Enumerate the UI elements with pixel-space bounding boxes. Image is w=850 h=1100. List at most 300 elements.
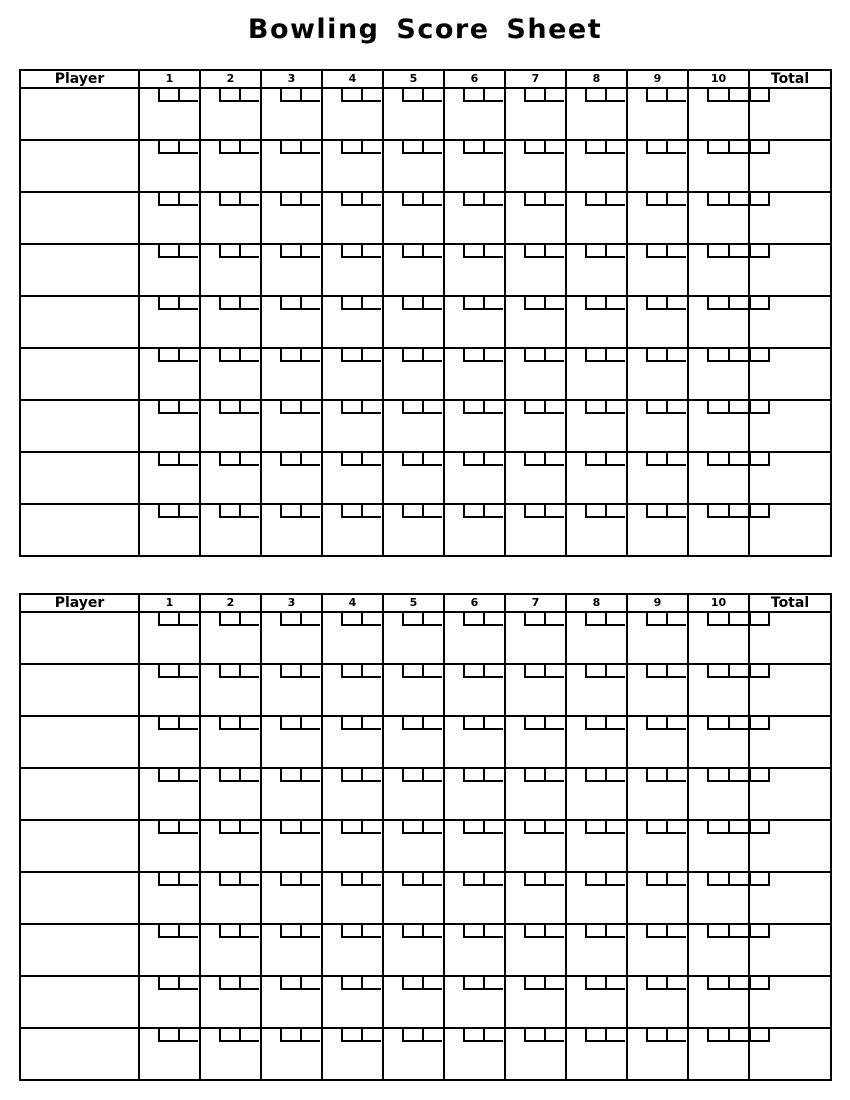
ball-score-box[interactable] [646, 821, 666, 834]
ball-score-box[interactable] [544, 665, 564, 678]
ball-score-box[interactable] [605, 505, 625, 518]
ball-score-box[interactable] [239, 349, 259, 362]
ball-score-box[interactable] [544, 873, 564, 886]
frame-cell[interactable] [627, 664, 688, 716]
ball-score-box[interactable] [239, 141, 259, 154]
ball-score-box[interactable] [646, 141, 666, 154]
ball-score-box[interactable] [524, 89, 544, 102]
frame-cell[interactable] [688, 88, 749, 140]
ball-score-box[interactable] [463, 349, 483, 362]
ball-score-box[interactable] [300, 769, 320, 782]
player-name-field[interactable] [20, 664, 139, 716]
frame-cell[interactable] [139, 504, 200, 556]
ball-score-box[interactable] [422, 717, 442, 730]
ball-score-box[interactable] [605, 665, 625, 678]
frame-cell[interactable] [322, 88, 383, 140]
frame-cell[interactable] [627, 400, 688, 452]
ball-score-box[interactable] [158, 349, 178, 362]
ball-score-box[interactable] [178, 821, 198, 834]
frame-cell[interactable] [566, 296, 627, 348]
total-field[interactable] [749, 976, 831, 1028]
frame-cell[interactable] [383, 664, 444, 716]
player-name-field[interactable] [20, 244, 139, 296]
ball-score-box[interactable] [585, 89, 605, 102]
ball-score-box[interactable] [402, 925, 422, 938]
ball-score-box[interactable] [219, 141, 239, 154]
ball-score-box[interactable] [524, 925, 544, 938]
ball-score-box[interactable] [219, 505, 239, 518]
frame-cell[interactable] [444, 716, 505, 768]
frame-cell[interactable] [566, 400, 627, 452]
frame-cell[interactable] [505, 716, 566, 768]
ball-score-box[interactable] [728, 401, 749, 414]
frame-cell[interactable] [688, 348, 749, 400]
ball-score-box[interactable] [707, 401, 728, 414]
ball-score-box[interactable] [605, 89, 625, 102]
ball-score-box[interactable] [646, 977, 666, 990]
ball-score-box[interactable] [585, 717, 605, 730]
ball-score-box[interactable] [219, 245, 239, 258]
frame-cell[interactable] [688, 192, 749, 244]
frame-cell[interactable] [444, 296, 505, 348]
ball-score-box[interactable] [483, 925, 503, 938]
frame-cell[interactable] [627, 924, 688, 976]
ball-score-box[interactable] [402, 977, 422, 990]
frame-cell[interactable] [505, 768, 566, 820]
ball-score-box[interactable] [728, 193, 749, 206]
frame-cell[interactable] [627, 296, 688, 348]
frame-cell[interactable] [505, 664, 566, 716]
ball-score-box[interactable] [524, 453, 544, 466]
ball-score-box[interactable] [158, 297, 178, 310]
frame-cell[interactable] [261, 400, 322, 452]
total-field[interactable] [749, 612, 831, 664]
ball-score-box[interactable] [585, 297, 605, 310]
frame-cell[interactable] [444, 976, 505, 1028]
ball-score-box[interactable] [402, 613, 422, 626]
total-field[interactable] [749, 88, 831, 140]
ball-score-box[interactable] [219, 1029, 239, 1042]
frame-cell[interactable] [322, 664, 383, 716]
ball-score-box[interactable] [483, 665, 503, 678]
ball-score-box[interactable] [361, 1029, 381, 1042]
ball-score-box[interactable] [341, 1029, 361, 1042]
frame-cell[interactable] [322, 716, 383, 768]
total-field[interactable] [749, 244, 831, 296]
ball-score-box[interactable] [728, 717, 749, 730]
ball-score-box[interactable] [239, 297, 259, 310]
frame-cell[interactable] [505, 140, 566, 192]
ball-score-box[interactable] [707, 141, 728, 154]
frame-cell[interactable] [200, 400, 261, 452]
frame-cell[interactable] [139, 924, 200, 976]
frame-cell[interactable] [566, 612, 627, 664]
frame-cell[interactable] [505, 244, 566, 296]
ball-score-box[interactable] [524, 665, 544, 678]
ball-score-box[interactable] [219, 193, 239, 206]
ball-score-box[interactable] [219, 349, 239, 362]
ball-score-box[interactable] [463, 925, 483, 938]
frame-cell[interactable] [322, 452, 383, 504]
frame-cell[interactable] [444, 612, 505, 664]
frame-cell[interactable] [200, 504, 261, 556]
frame-cell[interactable] [139, 872, 200, 924]
ball-score-box[interactable] [402, 349, 422, 362]
ball-score-box[interactable] [239, 717, 259, 730]
ball-score-box[interactable] [422, 613, 442, 626]
player-name-field[interactable] [20, 192, 139, 244]
ball-score-box[interactable] [422, 453, 442, 466]
frame-cell[interactable] [200, 140, 261, 192]
player-name-field[interactable] [20, 612, 139, 664]
frame-cell[interactable] [566, 664, 627, 716]
frame-cell[interactable] [261, 1028, 322, 1080]
ball-score-box[interactable] [280, 665, 300, 678]
ball-score-box[interactable] [728, 925, 749, 938]
frame-cell[interactable] [505, 348, 566, 400]
ball-score-box[interactable] [524, 717, 544, 730]
frame-cell[interactable] [444, 1028, 505, 1080]
ball-score-box[interactable] [280, 297, 300, 310]
player-name-field[interactable] [20, 820, 139, 872]
ball-score-box[interactable] [707, 349, 728, 362]
total-field[interactable] [749, 872, 831, 924]
ball-score-box[interactable] [300, 193, 320, 206]
ball-score-box[interactable] [646, 193, 666, 206]
ball-score-box[interactable] [666, 453, 686, 466]
ball-score-box[interactable] [524, 297, 544, 310]
ball-score-box[interactable] [280, 505, 300, 518]
ball-score-box[interactable] [728, 141, 749, 154]
frame-cell[interactable] [566, 192, 627, 244]
frame-cell[interactable] [261, 244, 322, 296]
ball-score-box[interactable] [666, 821, 686, 834]
ball-score-box[interactable] [524, 821, 544, 834]
ball-score-box[interactable] [544, 977, 564, 990]
total-field[interactable] [749, 716, 831, 768]
ball-score-box[interactable] [361, 717, 381, 730]
ball-score-box[interactable] [728, 977, 749, 990]
ball-score-box[interactable] [280, 89, 300, 102]
ball-score-box[interactable] [483, 873, 503, 886]
ball-score-box[interactable] [422, 1029, 442, 1042]
ball-score-box[interactable] [646, 717, 666, 730]
ball-score-box[interactable] [361, 401, 381, 414]
frame-cell[interactable] [566, 820, 627, 872]
frame-cell[interactable] [566, 716, 627, 768]
frame-cell[interactable] [566, 140, 627, 192]
ball-score-box[interactable] [219, 297, 239, 310]
ball-score-box[interactable] [707, 245, 728, 258]
ball-score-box[interactable] [178, 505, 198, 518]
frame-cell[interactable] [505, 296, 566, 348]
ball-score-box[interactable] [585, 141, 605, 154]
frame-cell[interactable] [139, 1028, 200, 1080]
ball-score-box[interactable] [646, 245, 666, 258]
ball-score-box[interactable] [300, 613, 320, 626]
ball-score-box[interactable] [341, 245, 361, 258]
ball-score-box[interactable] [300, 665, 320, 678]
ball-score-box[interactable] [300, 141, 320, 154]
ball-score-box[interactable] [483, 769, 503, 782]
player-name-field[interactable] [20, 768, 139, 820]
ball-score-box[interactable] [361, 193, 381, 206]
frame-cell[interactable] [383, 1028, 444, 1080]
frame-cell[interactable] [566, 976, 627, 1028]
frame-cell[interactable] [383, 400, 444, 452]
ball-score-box[interactable] [646, 349, 666, 362]
ball-score-box[interactable] [361, 613, 381, 626]
ball-score-box[interactable] [605, 717, 625, 730]
ball-score-box[interactable] [422, 873, 442, 886]
frame-cell[interactable] [566, 88, 627, 140]
ball-score-box[interactable] [219, 821, 239, 834]
frame-cell[interactable] [383, 348, 444, 400]
ball-score-box[interactable] [280, 873, 300, 886]
frame-cell[interactable] [627, 872, 688, 924]
ball-score-box[interactable] [402, 453, 422, 466]
total-field[interactable] [749, 664, 831, 716]
ball-score-box[interactable] [300, 873, 320, 886]
frame-cell[interactable] [322, 872, 383, 924]
player-name-field[interactable] [20, 140, 139, 192]
frame-cell[interactable] [566, 872, 627, 924]
player-name-field[interactable] [20, 88, 139, 140]
frame-cell[interactable] [383, 768, 444, 820]
ball-score-box[interactable] [402, 245, 422, 258]
ball-score-box[interactable] [341, 401, 361, 414]
frame-cell[interactable] [688, 1028, 749, 1080]
ball-score-box[interactable] [707, 821, 728, 834]
ball-score-box[interactable] [585, 1029, 605, 1042]
ball-score-box[interactable] [666, 873, 686, 886]
ball-score-box[interactable] [483, 821, 503, 834]
ball-score-box[interactable] [239, 873, 259, 886]
ball-score-box[interactable] [728, 297, 749, 310]
ball-score-box[interactable] [422, 977, 442, 990]
ball-score-box[interactable] [280, 925, 300, 938]
frame-cell[interactable] [444, 504, 505, 556]
frame-cell[interactable] [444, 820, 505, 872]
ball-score-box[interactable] [422, 141, 442, 154]
frame-cell[interactable] [322, 296, 383, 348]
ball-score-box[interactable] [361, 925, 381, 938]
ball-score-box[interactable] [728, 665, 749, 678]
ball-score-box[interactable] [422, 297, 442, 310]
ball-score-box[interactable] [219, 401, 239, 414]
ball-score-box[interactable] [524, 193, 544, 206]
frame-cell[interactable] [322, 1028, 383, 1080]
frame-cell[interactable] [688, 612, 749, 664]
ball-score-box[interactable] [483, 141, 503, 154]
ball-score-box[interactable] [707, 1029, 728, 1042]
frame-cell[interactable] [261, 872, 322, 924]
ball-score-box[interactable] [544, 245, 564, 258]
frame-cell[interactable] [200, 296, 261, 348]
frame-cell[interactable] [505, 192, 566, 244]
frame-cell[interactable] [139, 664, 200, 716]
frame-cell[interactable] [139, 612, 200, 664]
frame-cell[interactable] [200, 924, 261, 976]
ball-score-box[interactable] [300, 717, 320, 730]
frame-cell[interactable] [444, 872, 505, 924]
ball-score-box[interactable] [585, 245, 605, 258]
frame-cell[interactable] [200, 768, 261, 820]
ball-score-box[interactable] [544, 401, 564, 414]
ball-score-box[interactable] [728, 505, 749, 518]
ball-score-box[interactable] [524, 141, 544, 154]
player-name-field[interactable] [20, 924, 139, 976]
ball-score-box[interactable] [483, 245, 503, 258]
ball-score-box[interactable] [422, 925, 442, 938]
ball-score-box[interactable] [280, 769, 300, 782]
ball-score-box[interactable] [178, 717, 198, 730]
frame-cell[interactable] [627, 976, 688, 1028]
ball-score-box[interactable] [300, 925, 320, 938]
frame-cell[interactable] [383, 612, 444, 664]
ball-score-box[interactable] [585, 977, 605, 990]
frame-cell[interactable] [688, 872, 749, 924]
ball-score-box[interactable] [178, 769, 198, 782]
frame-cell[interactable] [200, 612, 261, 664]
ball-score-box[interactable] [646, 925, 666, 938]
ball-score-box[interactable] [402, 401, 422, 414]
frame-cell[interactable] [505, 452, 566, 504]
ball-score-box[interactable] [219, 977, 239, 990]
ball-score-box[interactable] [158, 401, 178, 414]
ball-score-box[interactable] [158, 717, 178, 730]
frame-cell[interactable] [383, 244, 444, 296]
ball-score-box[interactable] [483, 1029, 503, 1042]
frame-cell[interactable] [200, 716, 261, 768]
ball-score-box[interactable] [280, 977, 300, 990]
ball-score-box[interactable] [280, 821, 300, 834]
ball-score-box[interactable] [178, 873, 198, 886]
ball-score-box[interactable] [300, 297, 320, 310]
ball-score-box[interactable] [646, 769, 666, 782]
ball-score-box[interactable] [605, 613, 625, 626]
ball-score-box[interactable] [463, 1029, 483, 1042]
player-name-field[interactable] [20, 716, 139, 768]
frame-cell[interactable] [505, 612, 566, 664]
ball-score-box[interactable] [178, 297, 198, 310]
frame-cell[interactable] [322, 612, 383, 664]
frame-cell[interactable] [444, 400, 505, 452]
ball-score-box[interactable] [585, 401, 605, 414]
ball-score-box[interactable] [646, 297, 666, 310]
ball-score-box[interactable] [666, 505, 686, 518]
ball-score-box[interactable] [239, 769, 259, 782]
ball-score-box[interactable] [178, 977, 198, 990]
frame-cell[interactable] [566, 348, 627, 400]
ball-score-box[interactable] [463, 613, 483, 626]
ball-score-box[interactable] [585, 873, 605, 886]
ball-score-box[interactable] [483, 193, 503, 206]
ball-score-box[interactable] [585, 925, 605, 938]
frame-cell[interactable] [566, 924, 627, 976]
ball-score-box[interactable] [585, 505, 605, 518]
frame-cell[interactable] [322, 924, 383, 976]
ball-score-box[interactable] [158, 769, 178, 782]
ball-score-box[interactable] [300, 245, 320, 258]
ball-score-box[interactable] [666, 925, 686, 938]
ball-score-box[interactable] [219, 89, 239, 102]
ball-score-box[interactable] [646, 453, 666, 466]
ball-score-box[interactable] [341, 769, 361, 782]
frame-cell[interactable] [688, 820, 749, 872]
frame-cell[interactable] [383, 88, 444, 140]
ball-score-box[interactable] [178, 141, 198, 154]
total-field[interactable] [749, 348, 831, 400]
ball-score-box[interactable] [544, 1029, 564, 1042]
ball-score-box[interactable] [361, 977, 381, 990]
frame-cell[interactable] [200, 192, 261, 244]
player-name-field[interactable] [20, 504, 139, 556]
frame-cell[interactable] [444, 924, 505, 976]
frame-cell[interactable] [444, 192, 505, 244]
ball-score-box[interactable] [524, 977, 544, 990]
ball-score-box[interactable] [361, 245, 381, 258]
ball-score-box[interactable] [178, 925, 198, 938]
ball-score-box[interactable] [402, 89, 422, 102]
ball-score-box[interactable] [239, 453, 259, 466]
ball-score-box[interactable] [666, 193, 686, 206]
ball-score-box[interactable] [158, 977, 178, 990]
ball-score-box[interactable] [585, 453, 605, 466]
frame-cell[interactable] [383, 872, 444, 924]
frame-cell[interactable] [627, 452, 688, 504]
total-field[interactable] [749, 192, 831, 244]
frame-cell[interactable] [200, 88, 261, 140]
frame-cell[interactable] [139, 348, 200, 400]
ball-score-box[interactable] [483, 453, 503, 466]
ball-score-box[interactable] [463, 89, 483, 102]
ball-score-box[interactable] [585, 193, 605, 206]
frame-cell[interactable] [627, 244, 688, 296]
ball-score-box[interactable] [544, 349, 564, 362]
frame-cell[interactable] [627, 820, 688, 872]
ball-score-box[interactable] [605, 245, 625, 258]
frame-cell[interactable] [200, 664, 261, 716]
frame-cell[interactable] [322, 244, 383, 296]
ball-score-box[interactable] [341, 505, 361, 518]
ball-score-box[interactable] [341, 613, 361, 626]
ball-score-box[interactable] [707, 873, 728, 886]
frame-cell[interactable] [566, 504, 627, 556]
ball-score-box[interactable] [544, 453, 564, 466]
ball-score-box[interactable] [605, 297, 625, 310]
ball-score-box[interactable] [463, 193, 483, 206]
ball-score-box[interactable] [239, 245, 259, 258]
ball-score-box[interactable] [178, 1029, 198, 1042]
ball-score-box[interactable] [361, 873, 381, 886]
frame-cell[interactable] [200, 1028, 261, 1080]
ball-score-box[interactable] [402, 193, 422, 206]
player-name-field[interactable] [20, 400, 139, 452]
frame-cell[interactable] [261, 976, 322, 1028]
player-name-field[interactable] [20, 348, 139, 400]
frame-cell[interactable] [383, 976, 444, 1028]
ball-score-box[interactable] [361, 821, 381, 834]
ball-score-box[interactable] [524, 349, 544, 362]
frame-cell[interactable] [261, 192, 322, 244]
ball-score-box[interactable] [239, 821, 259, 834]
ball-score-box[interactable] [158, 453, 178, 466]
frame-cell[interactable] [444, 664, 505, 716]
ball-score-box[interactable] [300, 349, 320, 362]
frame-cell[interactable] [566, 244, 627, 296]
ball-score-box[interactable] [280, 401, 300, 414]
